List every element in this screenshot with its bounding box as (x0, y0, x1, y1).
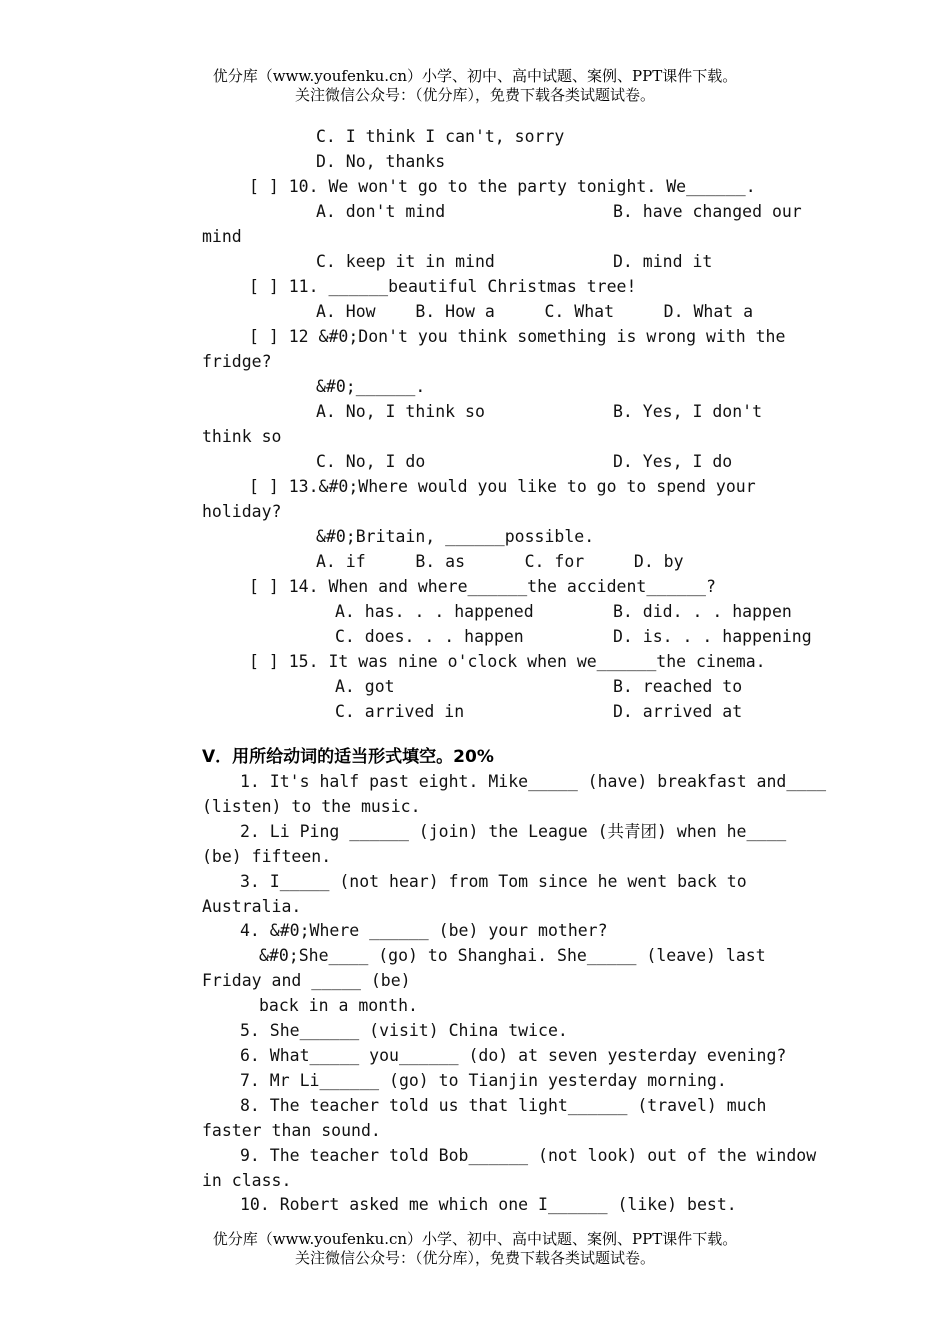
s5-item-2-line-2: (be) fifteen. (202, 847, 332, 866)
q13-stem: [ ] 13.&#0;Where would you like to go to spend your (249, 477, 756, 496)
q15-option-c: C. arrived in (335, 702, 465, 721)
q13-stem-wrap: holiday? (202, 502, 282, 521)
s5-item-4-line-4: back in a month. (259, 996, 418, 1015)
footer-line-1: 优分库（www.youfenku.cn）小学、初中、高中试题、案例、PPT课件下载。 (212, 1230, 738, 1248)
q12-option-b: B. Yes, I don't (613, 402, 763, 421)
s5-item-9-line-1: 9. The teacher told Bob______ (not look) out of the window (240, 1146, 817, 1165)
q10-stem: [ ] 10. We won't go to the party tonight. We______. (249, 177, 756, 196)
s5-item-1-line-2: (listen) to the music. (202, 797, 421, 816)
q12-option-c: C. No, I do (316, 452, 426, 471)
q9-option-c: C. I think I can't, sorry (316, 127, 565, 146)
q15-option-a: A. got (335, 677, 395, 696)
q12-option-d: D. Yes, I do (613, 452, 733, 471)
s5-item-3-line-1: 3. I_____ (not hear) from Tom since he went back to (240, 872, 747, 891)
q14-option-d: D. is. . . happening (613, 627, 812, 646)
q14-stem: [ ] 14. When and where______the accident______? (249, 577, 716, 596)
q11-options: A. How B. How a C. What D. What a (316, 302, 754, 321)
s5-item-3-line-2: Australia. (202, 897, 302, 916)
q15-stem: [ ] 15. It was nine o'clock when we______the cinema. (249, 652, 766, 671)
s5-item-8-line-2: faster than sound. (202, 1121, 381, 1140)
s5-item-8-line-1: 8. The teacher told us that light______ (travel) much (240, 1096, 767, 1115)
q11-stem: [ ] 11. ______beautiful Christmas tree! (249, 277, 637, 296)
s5-item-5: 5. She______ (visit) China twice. (240, 1021, 568, 1040)
q10-option-a: A. don't mind (316, 202, 446, 221)
q15-option-b: B. reached to (613, 677, 743, 696)
s5-item-2-line-1: 2. Li Ping ______ (join) the League (共青团) when he____ (240, 822, 787, 841)
q9-option-d: D. No, thanks (316, 152, 446, 171)
s5-item-4-line-3: Friday and _____ (be) (202, 971, 411, 990)
q14-option-b: B. did. . . happen (613, 602, 792, 621)
q13-options: A. if B. as C. for D. by (316, 552, 684, 571)
s5-item-7: 7. Mr Li______ (go) to Tianjin yesterday morning. (240, 1071, 727, 1090)
section-5-title: V．用所给动词的适当形式填空。20% (202, 747, 494, 767)
s5-item-4-line-1: 4. &#0;Where ______ (be) your mother? (240, 921, 608, 940)
q10-option-b-wrap: mind (202, 227, 242, 246)
header-line-2: 关注微信公众号：（优分库），免费下载各类试题试卷。 (294, 86, 655, 104)
s5-item-10: 10. Robert asked me which one I______ (like) best. (240, 1195, 737, 1214)
footer-line-2: 关注微信公众号：（优分库），免费下载各类试题试卷。 (294, 1249, 655, 1267)
q13-reply: &#0;Britain, ______possible. (316, 527, 595, 546)
q12-reply: &#0;______. (316, 377, 426, 396)
s5-item-9-line-2: in class. (202, 1171, 292, 1190)
s5-item-6: 6. What_____ you______ (do) at seven yesterday evening? (240, 1046, 787, 1065)
q14-option-c: C. does. . . happen (335, 627, 524, 646)
q12-option-b-wrap: think so (202, 427, 282, 446)
q10-option-d: D. mind it (613, 252, 713, 271)
q10-option-c: C. keep it in mind (316, 252, 495, 271)
s5-item-4-line-2: &#0;She____ (go) to Shanghai. She_____ (leave) last (259, 946, 766, 965)
q12-option-a: A. No, I think so (316, 402, 485, 421)
q10-option-b: B. have changed our (613, 202, 802, 221)
q12-stem: [ ] 12 &#0;Don't you think something is wrong with the (249, 327, 786, 346)
header-line-1: 优分库（www.youfenku.cn）小学、初中、高中试题、案例、PPT课件下载。 (212, 67, 738, 85)
q14-option-a: A. has. . . happened (335, 602, 534, 621)
s5-item-1-line-1: 1. It's half past eight. Mike_____ (have) breakfast and____ (240, 772, 827, 791)
q15-option-d: D. arrived at (613, 702, 743, 721)
q12-stem-wrap: fridge? (202, 352, 272, 371)
